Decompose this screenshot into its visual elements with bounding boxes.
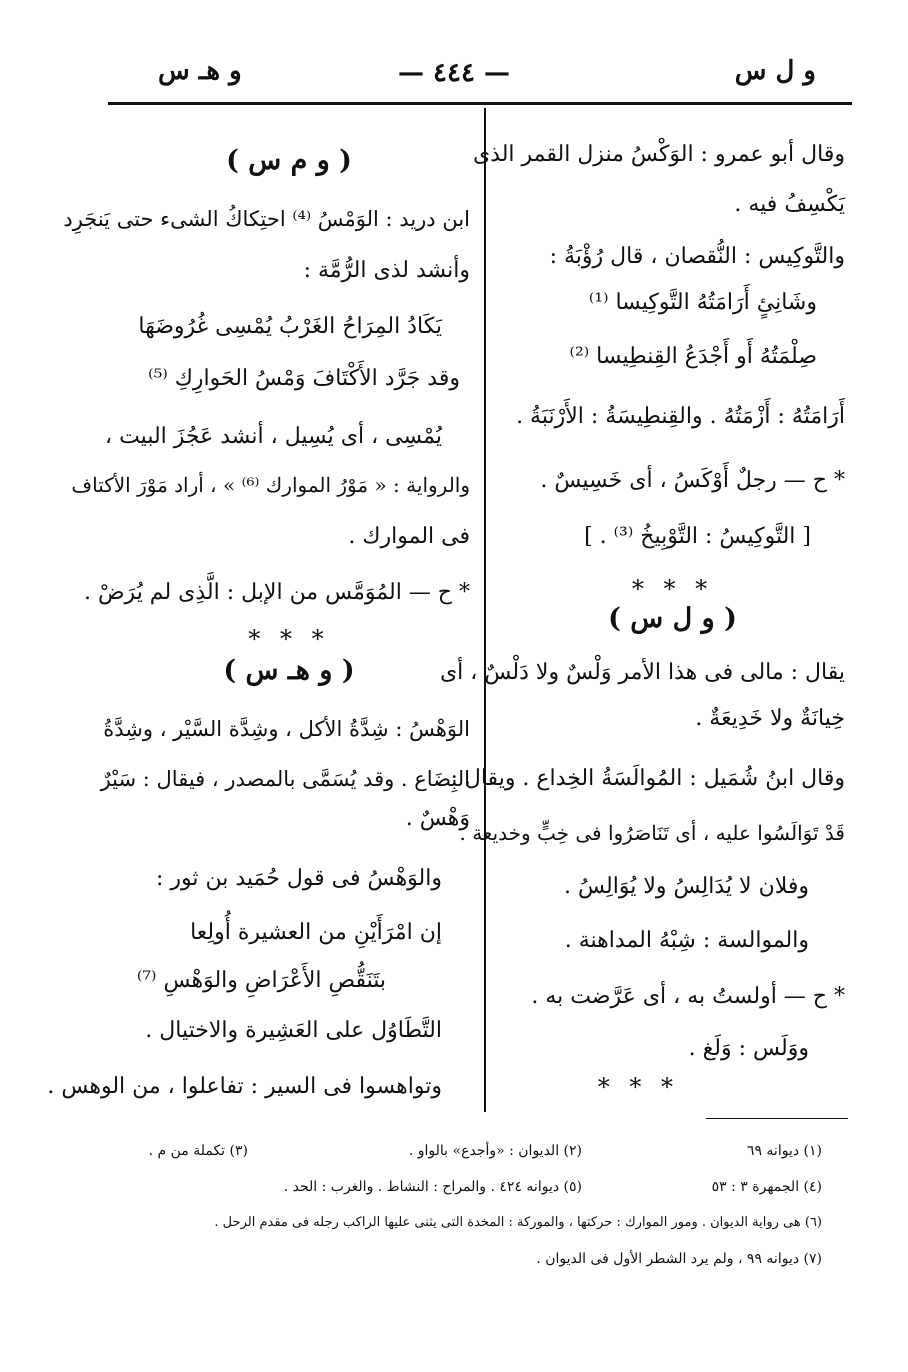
text-line: ووَلَس : وَلَغ .	[688, 1036, 809, 1061]
text-line: قَدْ تَوَالَسُوا عليه ، أى تَنَاصَرُوا فى خِبٍّ وخديعة .	[459, 821, 845, 845]
text-line: التَّطَاوُل على العَشِيرة والاختيال .	[145, 1018, 442, 1043]
text-line: أَرَامَتُهُ : أَزْمَتُهُ . والقِنطِيسَةُ : الأَرْنَبَةُ .	[516, 404, 845, 429]
text-line: وقال أبو عمرو : الوَكْسُ منزل القمر الذى	[472, 142, 845, 167]
verse-line: صِلْمَتُهُ أَو أَجْدَعُ القِنطِيسا ⁽²⁾	[569, 344, 817, 369]
text-line: وقال ابنُ شُمَيل : المُوالَسَةُ الخِداع . ويقال :	[450, 766, 845, 791]
footnote: (٥) ديوانه ٤٢٤ . والمراح : النشاط . والغرب : الحد .	[283, 1179, 582, 1195]
verse-line: وشَانِئٍ أَرَامَتُهُ التَّوكِيسا ⁽¹⁾	[588, 290, 817, 315]
text-line: * ح — أولستُ به ، أى عَرَّضت به .	[531, 984, 845, 1009]
footnote: (٧) ديوانه ٩٩ ، ولم يرد الشطر الأول فى الديوان .	[536, 1251, 822, 1267]
text-line: البِضَاع . وقد يُسَمَّى بالمصدر ، فيقال : سَيْرٌ	[100, 767, 470, 791]
footnote: (٢) الديوان : «وأجدع» بالواو .	[408, 1143, 582, 1159]
text-line: وأنشد لذى الرُّمَّة :	[303, 258, 470, 283]
header-rule	[108, 102, 852, 105]
verse-line: بتَنَقُّصِ الأَعْرَاضِ والوَهْسِ ⁽⁷⁾	[136, 968, 386, 993]
text-line: والتَّوكِيس : النُّقصان ، قال رُؤْبَةُ :	[549, 244, 845, 269]
footnote-rule	[706, 1118, 848, 1119]
section-separator: * * *	[248, 625, 330, 653]
verse-line: وقد جَرَّد الأَكْتَافَ وَمْسُ الحَوارِكِ ⁽⁵⁾	[148, 366, 460, 391]
text-line: الوَهْسُ : شِدَّةُ الأكل ، وشِدَّة السَّيْر ، وشِدَّةُ	[103, 717, 470, 741]
text-line: يُمْسِى ، أى يُسِيل ، أنشد عَجُزَ البيت ،	[104, 424, 442, 449]
verse-line: يَكَادُ المِرَاحُ الغَرْبُ يُمْسِى غُرُوضَهَا	[138, 314, 442, 339]
header-root-right: و ل س	[734, 56, 816, 86]
text-line: وَهْسٌ .	[405, 806, 470, 831]
section-separator: * * *	[597, 1073, 679, 1101]
entry-title-wms: ( و م س )	[226, 145, 352, 176]
text-line: وفلان لا يُدَالِسُ ولا يُوَالِسُ .	[564, 874, 809, 899]
text-line: وتواهسوا فى السير : تفاعلوا ، من الوهس .	[47, 1074, 442, 1099]
footnote: (٦) هى رواية الديوان . ومور الموارك : حركتها ، والموركة : المخدة التى يثنى عليها الراكب رجله فى مقدم الرحل .	[214, 1215, 822, 1230]
verse-line: إن امْرَأَيْنِ من العشيرة أُولِعا	[190, 920, 442, 945]
section-separator: * * *	[631, 575, 714, 603]
entry-title-wls: ( و ل س )	[608, 603, 737, 634]
text-line: * ح — المُوَمَّس من الإبل : الَّذِى لم يُرَضْ .	[83, 580, 470, 605]
text-line: والوَهْسُ فى قول حُمَيد بن ثور :	[155, 866, 442, 891]
text-line: يَكْسِفُ فيه .	[734, 192, 845, 217]
text-line: يقال : مالى فى هذا الأمر وَلْسٌ ولا دَلْسٌ ، أى	[439, 660, 845, 685]
text-line: فى الموارك .	[348, 524, 470, 549]
text-line: ابن دريد : الوَمْسُ ⁽⁴⁾ احتِكاكُ الشىء حتى يَنجَرِد	[63, 207, 470, 231]
footnote: (١) ديوانه ٦٩	[746, 1143, 822, 1159]
footnote: (٣) تكملة من م .	[148, 1143, 248, 1159]
entry-title-whs: ( و هـ س )	[223, 655, 355, 686]
text-line: والموالسة : شِبْهُ المداهنة .	[564, 928, 809, 953]
text-line: والرواية : « مَوْرُ الموارك ⁽⁶⁾ » ، أراد مَوْرَ الأكتاف	[71, 473, 470, 497]
text-line: خِيانَةٌ ولا خَدِيعَةٌ .	[695, 706, 845, 731]
text-line: [ التَّوكِيسُ : التَّوْبِيخُ ⁽³⁾ . ]	[584, 524, 811, 549]
text-line: * ح — رجلٌ أَوْكَسُ ، أى خَسِيسٌ .	[540, 468, 845, 493]
page-number: — ٤٤٤ —	[397, 58, 511, 88]
header-root-left: و هـ س	[158, 56, 242, 86]
column-divider	[484, 108, 486, 1112]
footnote: (٤) الجمهرة ٣ : ٥٣	[711, 1179, 822, 1195]
